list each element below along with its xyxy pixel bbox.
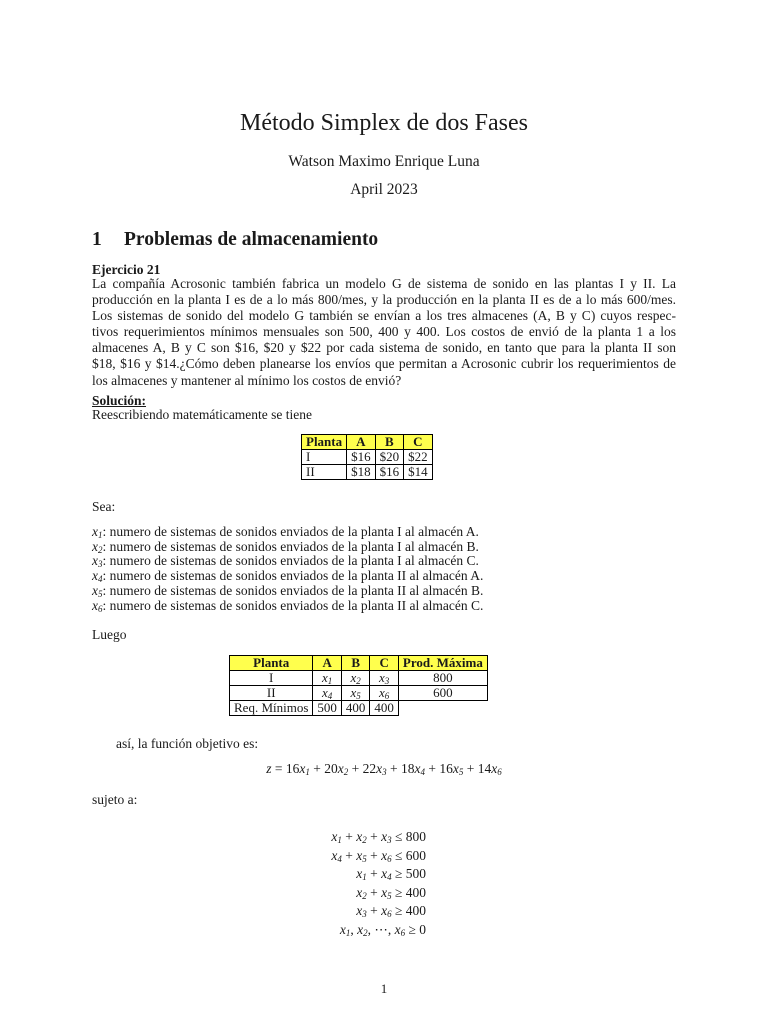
table-cell: I	[230, 671, 313, 686]
variable-definition	[92, 540, 483, 555]
cost-table	[301, 434, 433, 480]
luego-label: Luego	[92, 627, 127, 642]
table-header: C	[370, 656, 399, 671]
subscript: 6	[497, 767, 502, 777]
table-cell: $14	[404, 465, 433, 480]
math-variable: $x_1$	[92, 524, 103, 540]
math-variable: $x_6$	[491, 761, 502, 777]
coefficient: 16	[439, 761, 453, 776]
math-variable: $x_2$	[356, 884, 367, 901]
variable-description: : numero de sistemas de sonidos enviados de la planta I al almacén A.	[102, 524, 479, 539]
nonnegativity-constraint: $x_1$, $x_2$, ⋯, $x_6 \ge 0$	[339, 921, 426, 938]
subscript: 6	[387, 909, 392, 919]
objective-function: $z = 16x_1 + 20x_2 + 22x_3 + 18x_4 + 16x_5 + 14x_6$	[266, 761, 502, 777]
table-header: Planta	[302, 435, 347, 450]
subscript: 2	[356, 676, 361, 686]
variable-definition	[92, 569, 483, 584]
table-row	[230, 686, 488, 701]
document-author: Watson Maximo Enrique Luna	[288, 153, 480, 170]
subscript: 2	[98, 544, 103, 555]
table-cell	[313, 686, 342, 701]
subscript: 2	[362, 890, 367, 901]
table-cell	[370, 686, 399, 701]
subscript: 3	[362, 909, 367, 919]
variable-description: : numero de sistemas de sonidos enviados de la planta II al almacén A.	[102, 568, 484, 584]
solution-intro: Reescribiendo matemáticamente se tiene	[92, 407, 313, 422]
coefficient: 22	[362, 761, 377, 776]
exercise-line: Los sistemas de sonido del modelo G también se envían a los tres almacenes (A, B y C) cuyos respec-	[92, 308, 676, 324]
math-variable: $x_1$	[331, 829, 342, 845]
exercise-statement	[92, 276, 676, 389]
constraint: $x_1 + x_2 + x_3 \le 800$	[331, 829, 426, 845]
constraint-rhs: 500	[405, 866, 426, 881]
exercise-line: los almacenes y mantener al mínimo los costos de envió?	[92, 372, 402, 388]
table-cell: 400	[341, 701, 370, 716]
coefficient: 16	[285, 761, 300, 776]
subscript: 6	[387, 853, 392, 864]
variable-definition	[92, 584, 483, 599]
coefficient: 18	[401, 761, 415, 776]
table-cell: Req. Mínimos	[230, 701, 313, 716]
subscript: 1	[345, 927, 351, 938]
math-variable: $x_3$	[379, 670, 390, 686]
table-header: B	[375, 435, 404, 450]
variable-definition	[92, 525, 483, 540]
variable-definition	[92, 554, 483, 569]
table-cell	[341, 686, 370, 701]
subscript: 2	[343, 767, 349, 777]
math-variable: $x_2$	[337, 761, 349, 777]
subscript: 5	[98, 588, 103, 599]
exercise-line: La compañía Acrosonic también fabrica un modelo G de sistema de sonido en las plantas I y II. La	[92, 276, 676, 291]
sea-label: Sea:	[92, 499, 116, 514]
table-header: Prod. Máxima	[398, 656, 487, 671]
transport-table	[229, 655, 488, 716]
table-cell: II	[230, 686, 313, 701]
math-variable: $x_1$	[322, 670, 333, 686]
table-cell	[313, 671, 342, 686]
variable-description: : numero de sistemas de sonidos enviados de la planta II al almacén B.	[102, 582, 484, 598]
subscript: 1	[327, 676, 333, 686]
subscript: 1	[337, 835, 342, 845]
math-variable: $x_6$	[381, 903, 392, 919]
math-variable: $x_5$	[381, 884, 392, 901]
math-variable: $x_4$	[414, 761, 425, 777]
subscript: 4	[98, 574, 103, 585]
subject-to-label: sujeto a:	[92, 792, 138, 807]
math-variable: $x_6$	[381, 847, 392, 864]
exercise-line: $18, $16 y $14.¿Cómo deben planearse los envíos que permitan a Acrosonic cubrir los requerimientos de	[92, 356, 676, 372]
solution-title: Solución:	[92, 393, 147, 408]
variable-definition	[92, 599, 483, 614]
objective-lead: así, la función objetivo es:	[116, 736, 259, 751]
subscript: 4	[337, 853, 342, 864]
subscript: 4	[420, 767, 425, 777]
exercise-title: Ejercicio 21	[92, 262, 161, 277]
table-cell: $16	[375, 465, 404, 480]
subscript: 1	[98, 530, 103, 540]
exercise-line: producción en la planta I es de a lo más 800/mes, y la producción en la planta II es de a lo más 600/mes.	[92, 292, 676, 308]
document-title: Método Simplex de dos Fases	[240, 110, 528, 136]
math-variable: $x_5$	[356, 847, 367, 864]
subscript: 4	[327, 691, 333, 701]
math-variable: $x_2$	[350, 670, 361, 686]
table-header: A	[347, 435, 376, 450]
math-variable: $x_2$	[356, 829, 367, 845]
constraint: $x_3 + x_6 \ge 400$	[356, 903, 426, 919]
subscript: 1	[305, 767, 310, 777]
subscript: 6	[400, 927, 406, 938]
math-variable: $x_5$	[452, 761, 464, 777]
table-header: C	[404, 435, 433, 450]
table-cell	[398, 701, 487, 716]
math-variable: $x_3$	[376, 761, 387, 777]
table-header: A	[313, 656, 342, 671]
table-cell: $22	[404, 450, 433, 465]
coefficient: 20	[324, 761, 338, 776]
table-cell: $16	[347, 450, 376, 465]
math-variable: $x_5$	[350, 685, 361, 701]
math-variable: $x_1$	[299, 761, 310, 777]
table-row	[302, 450, 433, 465]
subscript: 4	[387, 872, 392, 882]
section-number: 1	[92, 229, 102, 250]
constraints-block	[230, 828, 426, 939]
variable-description: : numero de sistemas de sonidos enviados de la planta II al almacén C.	[102, 597, 484, 613]
math-variable: $x_5$	[92, 582, 103, 599]
subscript: 5	[362, 853, 367, 864]
table-row	[230, 701, 488, 716]
table-cell: II	[302, 465, 347, 480]
coefficient: 14	[477, 761, 492, 776]
subscript: 5	[356, 691, 361, 701]
table-row	[230, 671, 488, 686]
exercise-line: tivos requerimientos mínimos mensuales son 500, 400 y 400. Los costos de envió de la planta 1 a los	[92, 324, 676, 340]
math-variable: $x_4$	[331, 847, 342, 864]
subscript: 3	[98, 559, 103, 570]
table-cell: 500	[313, 701, 342, 716]
constraint-rhs: 800	[405, 829, 426, 844]
ellipsis: ⋯	[374, 921, 388, 937]
math-variable: $x_1$	[356, 866, 367, 882]
table-row	[302, 465, 433, 480]
math-variable: $x_3$	[92, 553, 103, 570]
subscript: 1	[362, 872, 367, 882]
math-variable: $x_2$	[92, 538, 103, 555]
table-cell: 600	[398, 686, 487, 701]
document-date: April 2023	[350, 181, 418, 198]
table-header: B	[341, 656, 370, 671]
constraint: $x_2 + x_5 \ge 400$	[356, 884, 426, 901]
table-cell	[370, 671, 399, 686]
section-heading	[92, 229, 378, 251]
constraint-rhs: 0	[419, 921, 426, 937]
constraint-rhs: 400	[405, 884, 426, 900]
subscript: 3	[387, 835, 392, 845]
table-cell: $18	[347, 465, 376, 480]
subscript: 2	[363, 927, 368, 938]
math-variable: $x_6$	[92, 597, 103, 614]
math-variable: $x_2$	[357, 921, 368, 938]
subscript: 5	[458, 767, 464, 777]
math-variable: $x_6$	[379, 685, 390, 701]
math-variable: $x_6$	[394, 921, 406, 938]
page-number: 1	[380, 981, 388, 996]
variable-description: : numero de sistemas de sonidos enviados de la planta I al almacén C.	[102, 553, 479, 569]
table-header: Planta	[230, 656, 313, 671]
math-variable: $x_1$	[339, 921, 351, 938]
table-cell	[341, 671, 370, 686]
subscript: 5	[387, 890, 392, 901]
math-variable: $x_4$	[92, 568, 103, 585]
math-variable: $x_4$	[381, 866, 392, 882]
exercise-line: almacenes A, B y C son $16, $20 y $22 por cada sistema de sonido, en tanto que para la planta II son	[92, 340, 676, 356]
subscript: 2	[362, 835, 367, 845]
table-cell: $20	[375, 450, 404, 465]
subscript: 6	[384, 691, 390, 701]
variable-definitions	[92, 525, 483, 613]
constraint-rhs: 400	[405, 903, 426, 918]
subscript: 6	[98, 603, 103, 614]
math-variable: $x_3$	[356, 903, 367, 919]
table-cell: 400	[370, 701, 399, 716]
table-cell: I	[302, 450, 347, 465]
subscript: 3	[382, 767, 387, 777]
math-variable: z	[266, 761, 272, 776]
constraint-rhs: 600	[405, 847, 426, 863]
math-variable: $x_4$	[322, 685, 333, 701]
math-variable: $x_3$	[381, 829, 392, 845]
constraint: $x_1 + x_4 \ge 500$	[356, 866, 426, 882]
variable-description: : numero de sistemas de sonidos enviados de la planta I al almacén B.	[102, 538, 479, 554]
table-cell: 800	[398, 671, 487, 686]
subscript: 3	[384, 676, 390, 686]
section-title: Problemas de almacenamiento	[124, 229, 379, 250]
constraint: $x_4 + x_5 + x_6 \le 600$	[331, 847, 426, 864]
